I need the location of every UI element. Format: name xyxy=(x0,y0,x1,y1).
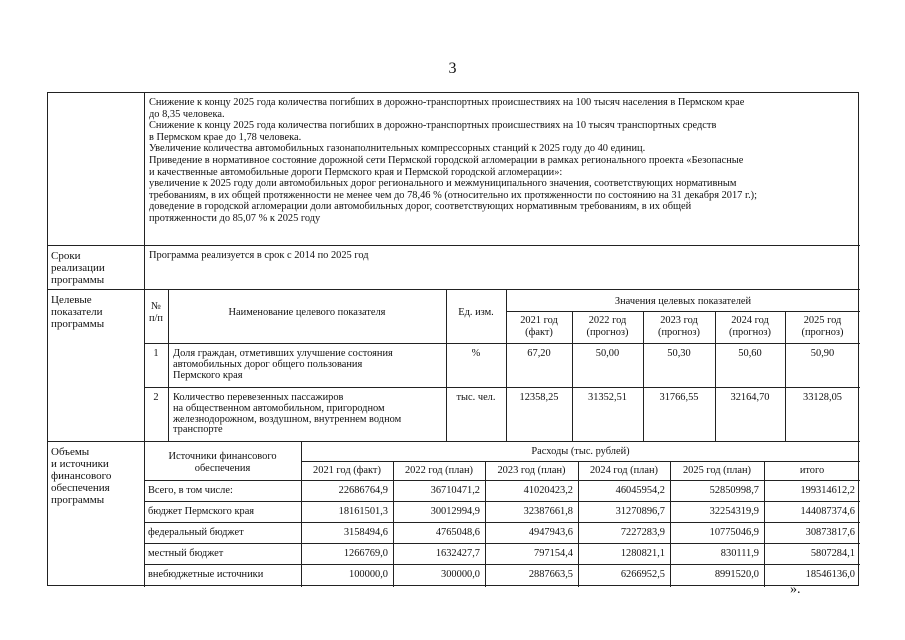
finance-col-header: 2025 год (план) xyxy=(682,465,751,476)
result-line: Снижение к концу 2025 года количества погибших в дорожно-транспортных происшествиях на 10 тысяч транспортных средств xyxy=(149,120,717,132)
page-number: 3 xyxy=(448,60,457,77)
table-row-name: железнодорожном, воздушном, внутреннем водном xyxy=(173,413,402,425)
table-rule xyxy=(144,343,860,344)
table-row-value: 31352,51 xyxy=(588,392,627,403)
result-line: Увеличение количества автомобильных газонаполнительных компрессорных станций к 2025 году до 40 единиц. xyxy=(149,143,646,155)
result-line: в Пермском крае до 1,78 человека. xyxy=(149,131,302,143)
finance-row-source: федеральный бюджет xyxy=(148,527,244,538)
result-line: протяженности до 85,07 % к 2025 году xyxy=(149,213,321,224)
finance-row-source: Всего, в том числе: xyxy=(148,485,233,496)
table-row-value: 32164,70 xyxy=(730,392,770,403)
finance-header-source: Источники финансового xyxy=(168,451,277,462)
table-rule xyxy=(144,501,860,502)
col-header-year: (прогноз) xyxy=(729,327,771,338)
table-row-value: 50,30 xyxy=(667,348,691,359)
finance-row-value: 100000,0 xyxy=(349,569,388,580)
finance-label: Объемы и источники финансового обеспечения программы xyxy=(51,446,112,506)
finance-row-value: 1632427,7 xyxy=(435,548,480,559)
col-header-year: 2021 год xyxy=(520,315,558,326)
table-row-name: на общественном автомобильном, пригородном xyxy=(173,402,385,414)
result-line: и качественные автомобильные дороги Пермского края и Пермской городской агломерации»: xyxy=(149,166,563,178)
table-row-name: автомобильных дорог общего пользования xyxy=(173,358,363,370)
finance-row-value: 2887663,5 xyxy=(528,569,573,580)
finance-row-value: 30012994,9 xyxy=(430,506,480,517)
finance-row-value: 10775046,9 xyxy=(709,527,759,538)
finance-col-header: 2023 год (план) xyxy=(497,465,566,476)
finance-col-header: 2021 год (факт) xyxy=(313,465,381,476)
finance-row-value: 32387661,8 xyxy=(523,506,573,517)
table-row-name: Доля граждан, отметивших улучшение состояния xyxy=(173,348,393,359)
table-row-value: 67,20 xyxy=(527,348,551,359)
col-header-year: (прогноз) xyxy=(658,327,700,338)
finance-row-value: 1280821,1 xyxy=(620,548,665,559)
finance-row-value: 36710471,2 xyxy=(430,485,480,496)
table-row-name: транспорте xyxy=(173,424,223,436)
table-row-value: 12358,25 xyxy=(519,392,559,403)
table-row-name: Пермского края xyxy=(173,369,243,381)
result-line: доведение в городской агломерации доли автомобильных дорог, соответствующих нормативным требованиям, в их общей xyxy=(149,201,692,213)
table-rule xyxy=(301,461,860,462)
table-row-name: Количество перевезенных пассажиров xyxy=(173,392,344,403)
col-header-year: (прогноз) xyxy=(586,327,629,338)
finance-row-source: местный бюджет xyxy=(148,548,224,559)
table-row-num: 1 xyxy=(153,348,159,359)
col-header-name: Наименование целевого показателя xyxy=(228,307,386,318)
finance-row-value: 797154,4 xyxy=(534,548,573,559)
finance-header-source: обеспечения xyxy=(194,463,251,474)
table-rule xyxy=(144,522,860,523)
finance-row-value: 7227283,9 xyxy=(620,527,665,538)
col-header-values-group: Значения целевых показателей xyxy=(614,296,752,307)
table-rule xyxy=(144,387,860,388)
col-header-year: 2022 год xyxy=(588,315,627,326)
finance-row-value: 4947943,6 xyxy=(528,527,573,538)
finance-col-header: 2024 год (план) xyxy=(589,465,658,476)
result-line: увеличение к 2025 году доли автомобильных дорог регионального и межмуниципального значения, соответствующих нормативным xyxy=(149,178,737,190)
finance-row-value: 32254319,9 xyxy=(709,506,759,517)
result-line: требованиям, в их общей протяженности не менее чем до 78,46 % (относительно их протяженности по состоянию на 31 декабря 2017 г.); xyxy=(149,189,758,201)
col-header-year: 2025 год xyxy=(803,315,842,326)
finance-row-value: 41020423,2 xyxy=(523,485,573,496)
finance-row-value: 199314612,2 xyxy=(800,485,855,496)
result-line: до 8,35 человека. xyxy=(149,108,225,120)
table-row-value: 50,90 xyxy=(810,348,835,359)
finance-col-header: итого xyxy=(799,465,825,476)
timing-text: Программа реализуется в срок с 2014 по 2025 год xyxy=(149,250,369,261)
finance-row-value: 46045954,2 xyxy=(615,485,665,496)
finance-row-value: 22686764,9 xyxy=(338,485,388,496)
table-row-value: 31766,55 xyxy=(659,392,699,403)
finance-row-value: 1266769,0 xyxy=(343,548,388,559)
finance-row-source: бюджет Пермского края xyxy=(148,506,255,517)
table-row-value: 50,60 xyxy=(738,348,762,359)
col-header-year: (факт) xyxy=(525,327,553,338)
finance-row-value: 4765048,6 xyxy=(435,527,480,538)
finance-row-value: 3158494,6 xyxy=(343,527,388,538)
col-header-num: п/п xyxy=(148,313,163,324)
table-row-unit: % xyxy=(471,348,481,359)
finance-row-value: 830111,9 xyxy=(720,548,759,559)
table-row-value: 50,00 xyxy=(595,348,620,359)
table-row-unit: тыс. чел. xyxy=(456,392,496,403)
finance-row-value: 144087374,6 xyxy=(800,506,855,517)
col-header-year: 2024 год xyxy=(731,315,769,326)
targets-label: Целевые показатели программы xyxy=(51,294,105,330)
finance-row-value: 52850998,7 xyxy=(709,485,759,496)
col-header-year: (прогноз) xyxy=(801,327,844,338)
table-row-num: 2 xyxy=(153,392,159,403)
finance-row-value: 5807284,1 xyxy=(810,548,855,559)
passport-table xyxy=(47,92,859,586)
table-row-value: 33128,05 xyxy=(803,392,842,403)
finance-row-value: 18546136,0 xyxy=(805,569,855,580)
table-rule xyxy=(506,311,860,312)
finance-row-value: 6266952,5 xyxy=(620,569,665,580)
finance-row-value: 18161501,3 xyxy=(338,506,388,517)
col-header-year: 2023 год xyxy=(660,315,698,326)
result-line: Снижение к концу 2025 года количества погибших в дорожно-транспортных происшествиях на 100 тысяч населения в Пермском крае xyxy=(149,97,745,108)
finance-col-header: 2022 год (план) xyxy=(404,465,473,476)
closing-quote-mark: ». xyxy=(790,582,801,597)
finance-row-source: внебюджетные источники xyxy=(148,569,264,580)
finance-row-value: 30873817,6 xyxy=(805,527,855,538)
col-header-num: № xyxy=(151,301,161,312)
result-line: Приведение в нормативное состояние дорожной сети Пермской городской агломерации в рамках регионального проекта «Безопасные xyxy=(149,155,744,166)
finance-row-value: 300000,0 xyxy=(441,569,480,580)
col-header-unit: Ед. изм. xyxy=(458,307,494,318)
finance-header-expenses-group: Расходы (тыс. рублей) xyxy=(531,446,630,457)
timing-label: Сроки реализации программы xyxy=(51,250,105,286)
table-rule xyxy=(144,543,860,544)
finance-row-value: 31270896,7 xyxy=(615,506,665,517)
table-rule xyxy=(144,564,860,565)
table-rule xyxy=(144,480,860,481)
finance-row-value: 8991520,0 xyxy=(714,569,759,580)
